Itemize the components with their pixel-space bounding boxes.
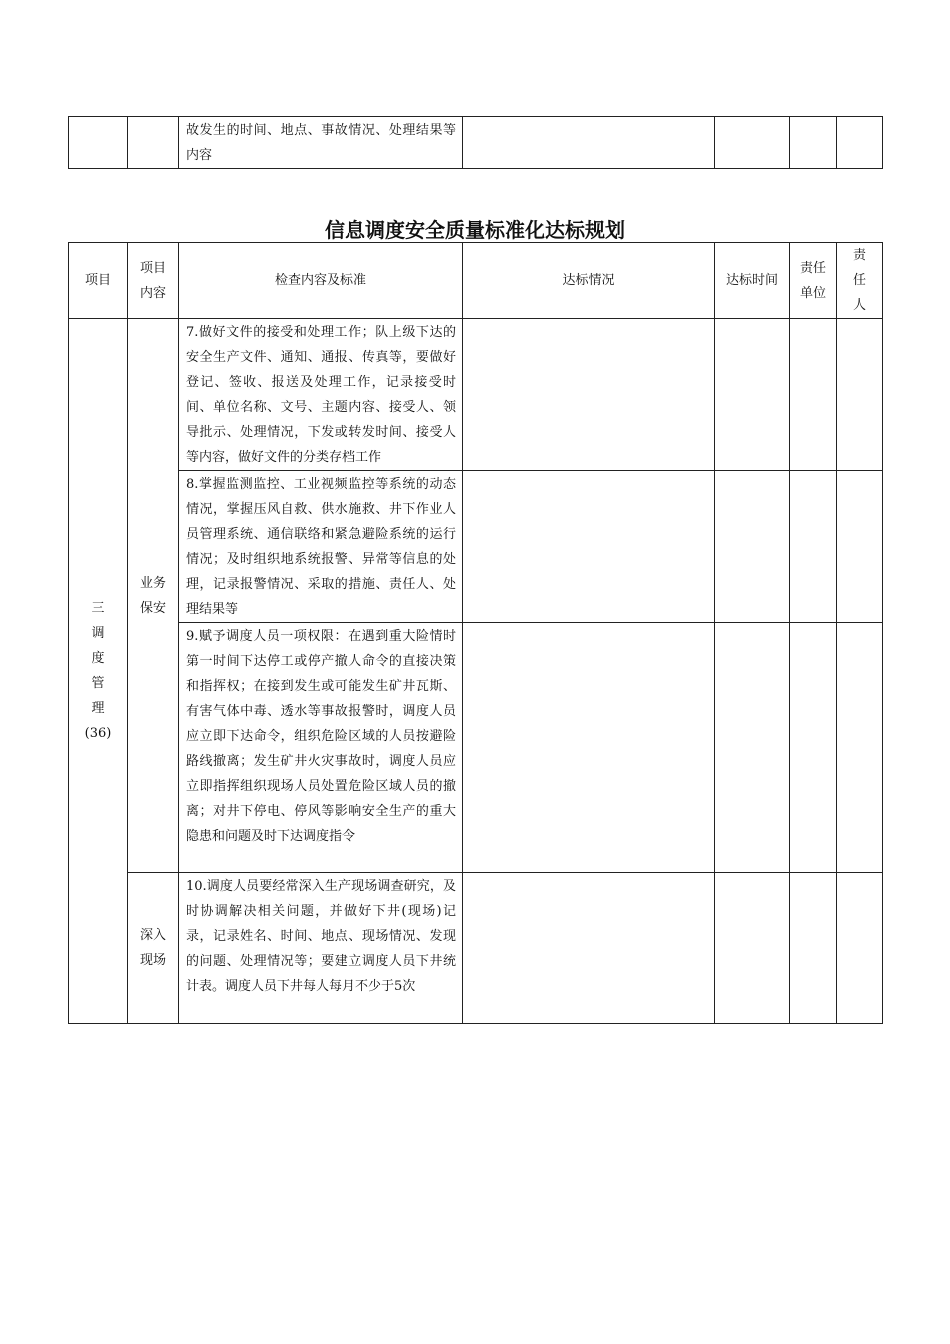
header-check-content: 检查内容及标准 [179,243,463,319]
header-time: 达标时间 [715,243,790,319]
continuation-table [68,116,883,169]
time-cell [715,471,790,623]
project-cell [69,117,128,169]
table-row [69,873,883,1024]
header-item-content: 项目 内容 [128,243,179,319]
group-field-visit: 深入 现场 [128,873,179,1024]
table-row [69,117,883,169]
item-content-cell [128,117,179,169]
header-row [69,243,883,319]
table-row [69,319,883,471]
time-cell [715,623,790,873]
check-content-cell: 10.调度人员要经常深入生产现场调查研究，及时协调解决相关问题，并做好下井(现场)记录，记录姓名、时间、地点、现场情况、发现的问题、处理情况等；要建立调度人员下井统计表。调度人员下井每人每月不少于5次 [179,873,463,1024]
unit-cell [790,873,837,1024]
unit-cell [790,117,837,169]
status-cell [463,623,715,873]
table-row [69,623,883,873]
check-content-cell: 故发生的时间、地点、事故情况、处理结果等内容 [179,117,463,169]
status-cell [463,471,715,623]
status-cell [463,319,715,471]
header-status: 达标情况 [463,243,715,319]
check-content-cell: 8.掌握监测监控、工业视频监控等系统的动态情况，掌握压风自救、供水施救、井下作业人员管理系统、通信联络和紧急避险系统的运行情况；及时组织地系统报警、异常等信息的处理，记录报警情况、采取的措施、责任人、处理结果等 [179,471,463,623]
person-cell [837,319,883,471]
time-cell [715,117,790,169]
person-cell [837,623,883,873]
header-unit: 责任 单位 [790,243,837,319]
standards-table [68,242,883,1024]
person-cell [837,117,883,169]
status-cell [463,117,715,169]
header-project: 项目 [69,243,128,319]
status-cell [463,873,715,1024]
project-dispatch-management: 三 调 度 管 理 (36) [69,319,128,1024]
check-content-cell: 7.做好文件的接受和处理工作；队上级下达的安全生产文件、通知、通报、传真等，要做好登记、签收、报送及处理工作，记录接受时间、单位名称、文号、主题内容、接受人、领导批示、处理情况，下发或转发时间、接受人等内容，做好文件的分类存档工作 [179,319,463,471]
time-cell [715,319,790,471]
unit-cell [790,623,837,873]
group-business-security: 业务 保安 [128,319,179,873]
unit-cell [790,471,837,623]
document-title: 信息调度安全质量标准化达标规划 [325,218,625,242]
check-content-cell: 9.赋予调度人员一项权限：在遇到重大险情时第一时间下达停工或停产撤人命令的直接决策和指挥权；在接到发生或可能发生矿井瓦斯、有害气体中毒、透水等事故报警时，调度人员应立即下达命令，组织危险区域的人员按避险路线撤离；发生矿井火灾事故时，调度人员应立即指挥组织现场人员处置危险区域人员的撤离；对井下停电、停风等影响安全生产的重大隐患和问题及时下达调度指令 [179,623,463,873]
time-cell [715,873,790,1024]
person-cell [837,471,883,623]
unit-cell [790,319,837,471]
header-person: 责 任 人 [837,243,883,319]
table-row [69,471,883,623]
person-cell [837,873,883,1024]
